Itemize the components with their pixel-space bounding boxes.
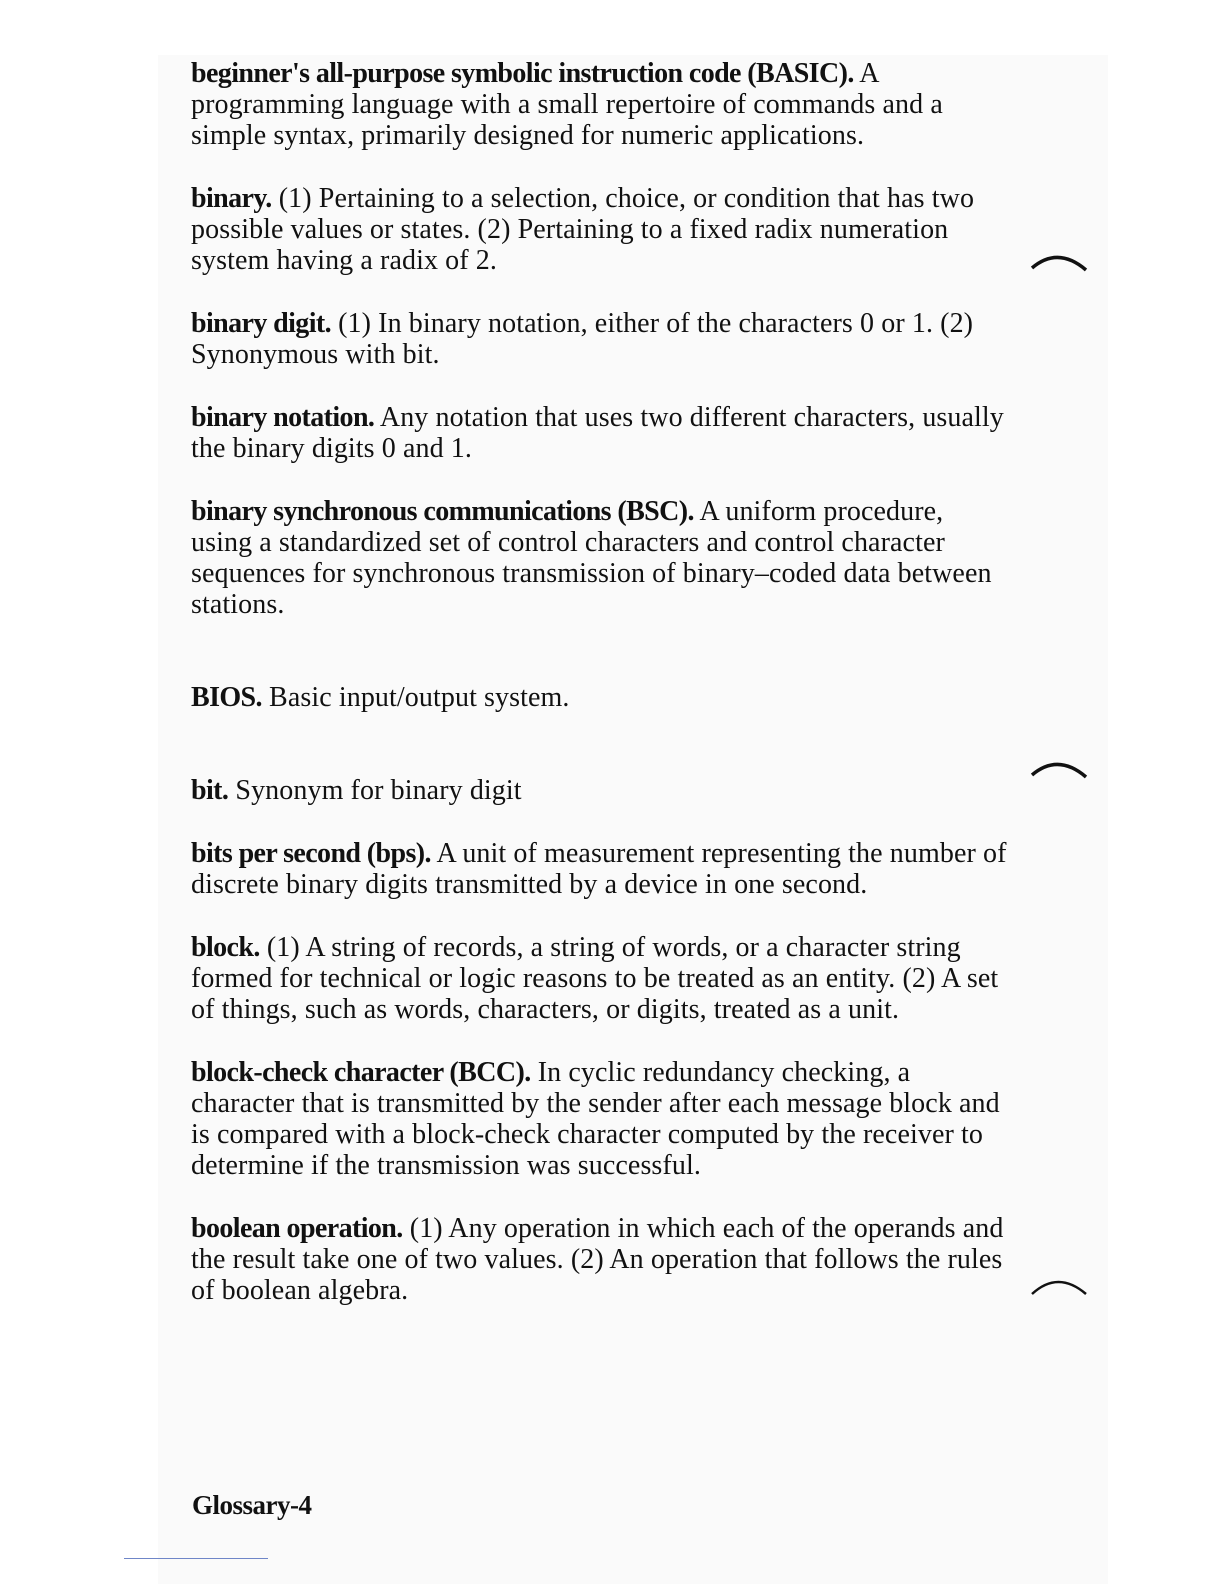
glossary-term: bits per second (bps). — [191, 838, 431, 869]
glossary-term: boolean operation. — [191, 1213, 403, 1244]
glossary-term: bit. — [191, 775, 229, 806]
glossary-term: block-check character (BCC). — [191, 1057, 531, 1088]
glossary-definition: (1) In binary notation, either of the characters 0 or 1. (2) Synonymous with bit. — [191, 308, 974, 370]
glossary-term: binary. — [191, 183, 272, 214]
glossary-definition: (1) Any operation in which each of the operands and the result take one of two values. (2) An operation that follows the rules of boolean algebra. — [191, 1213, 1004, 1306]
glossary-entry-basic — [191, 58, 1011, 151]
glossary-entry-bsc — [191, 496, 1011, 620]
glossary-definition: A unit of measurement representing the number of discrete binary digits transmitted by a device in one second. — [191, 838, 1007, 900]
glossary-entry-binary-digit — [191, 308, 1011, 370]
glossary-entry-binary — [191, 183, 1011, 276]
binding-hole-mark — [1030, 1274, 1090, 1296]
glossary-entry-bps — [191, 838, 1011, 900]
glossary-term: block. — [191, 932, 260, 963]
glossary-entry-block — [191, 932, 1011, 1025]
binding-hole-mark — [1030, 250, 1090, 272]
glossary-entry-binary-notation — [191, 402, 1011, 464]
glossary-definition: (1) Pertaining to a selection, choice, or condition that has two possible values or states. (2) Pertaining to a fixed radix numeration system having a radix of 2. — [191, 183, 975, 276]
glossary-entry-bit — [191, 775, 1011, 806]
glossary-entry-bcc — [191, 1057, 1011, 1181]
glossary-term: beginner's all-purpose symbolic instruction code (BASIC). — [191, 58, 854, 89]
glossary-content — [191, 58, 1011, 1306]
glossary-definition: Synonym for binary digit — [235, 775, 522, 806]
glossary-definition: A uniform procedure, using a standardized set of control characters and control character sequences for synchronous transmission of binary–coded data between stations. — [191, 496, 992, 620]
glossary-definition: A programming language with a small repertoire of commands and a simple syntax, primarily designed for numeric applications. — [191, 58, 943, 151]
glossary-term: BIOS. — [191, 682, 262, 713]
glossary-term: binary digit. — [191, 308, 332, 339]
glossary-definition: (1) A string of records, a string of words, or a character string formed for technical or logic reasons to be treated as an entity. (2) A set of things, such as words, characters, or digits, treated as a unit. — [191, 932, 999, 1025]
page-label: Glossary-4 — [192, 1490, 312, 1520]
glossary-entry-boolean-operation — [191, 1213, 1011, 1306]
divider — [124, 1558, 268, 1559]
glossary-entry-bios — [191, 682, 1011, 713]
glossary-definition: In cyclic redundancy checking, a character that is transmitted by the sender after each message block and is compared with a block-check character computed by the receiver to determine if the transmission was successful. — [191, 1057, 1000, 1181]
glossary-term: binary synchronous communications (BSC). — [191, 496, 694, 527]
binding-hole-mark — [1030, 757, 1090, 779]
glossary-definition: Any notation that uses two different characters, usually the binary digits 0 and 1. — [191, 402, 1004, 464]
glossary-definition: Basic input/output system. — [269, 682, 570, 713]
glossary-term: binary notation. — [191, 402, 375, 433]
